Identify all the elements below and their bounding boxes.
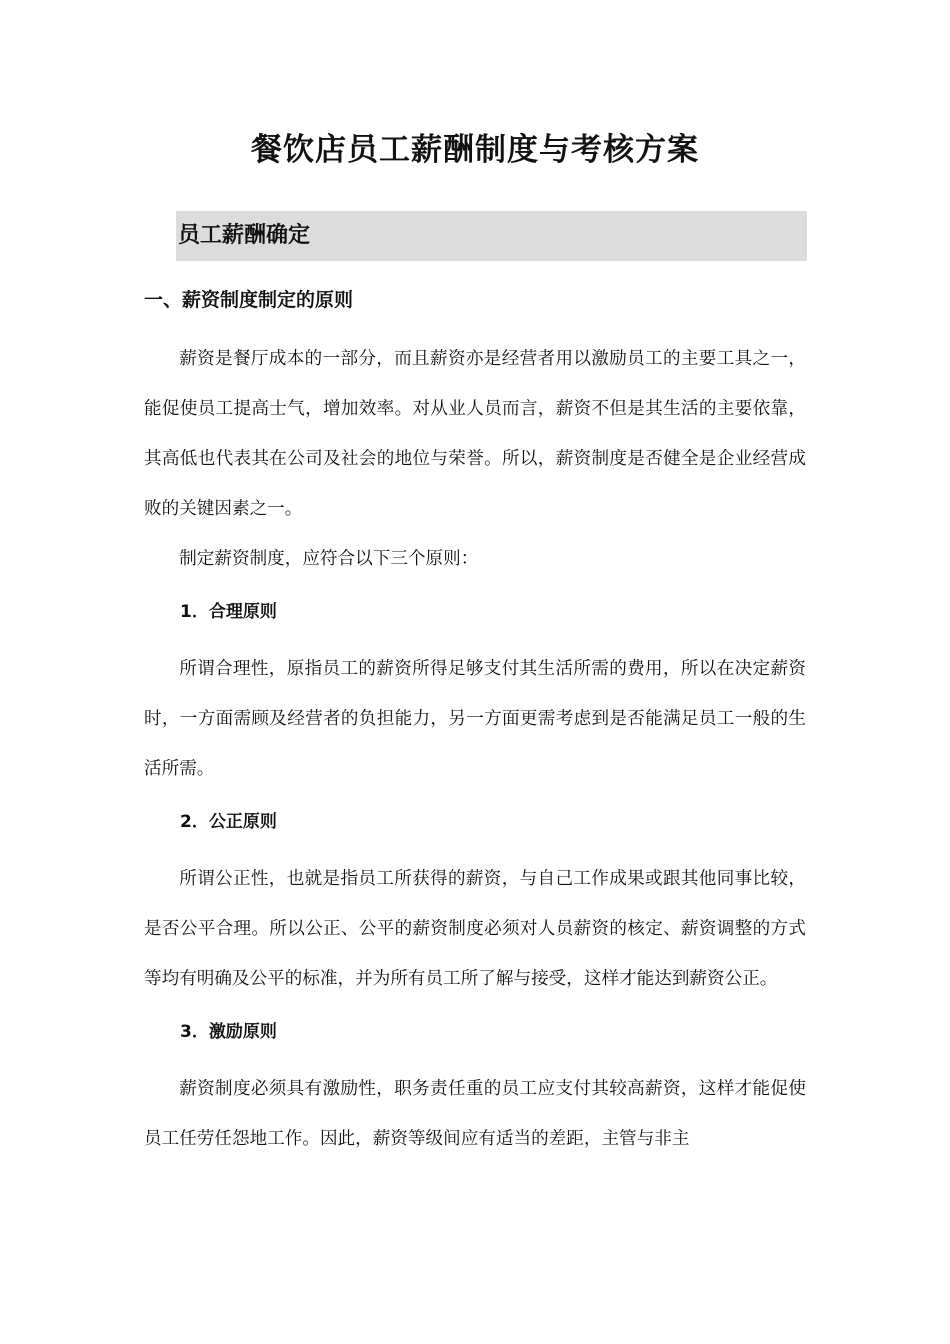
paragraph-intro: 薪资是餐厅成本的一部分，而且薪资亦是经营者用以激励员工的主要工具之一，能促使员工提高士气，增加效率。对从业人员而言，薪资不但是其生活的主要依靠，其高低也代表其在公司及社会的地位与荣誉。所以，薪资制度是否健全是企业经营成败的关键因素之一。 [144, 349, 806, 519]
section-banner [176, 211, 807, 261]
document-body [144, 282, 806, 1164]
paragraph-principles-lead: 制定薪资制度，应符合以下三个原则： [179, 549, 479, 569]
section-banner-title: 员工薪酬确定 [178, 223, 311, 248]
heading-principles: 一、薪资制度制定的原则 [144, 289, 354, 311]
subheading-principle-2: 2．公正原则 [180, 812, 277, 832]
subheading-principle-1: 1．合理原则 [180, 602, 277, 622]
paragraph-principle-1: 所谓合理性，原指员工的薪资所得足够支付其生活所需的费用，所以在决定薪资时，一方面需顾及经营者的负担能力，另一方面更需考虑到是否能满足员工一般的生活所需。 [144, 659, 806, 779]
paragraph-principle-2: 所谓公正性，也就是指员工所获得的薪资，与自己工作成果或跟其他同事比较，是否公平合理。所以公正、公平的薪资制度必须对人员薪资的核定、薪资调整的方式等均有明确及公平的标准，并为所有员工所了解与接受，这样才能达到薪资公正。 [144, 869, 806, 989]
document-title: 餐饮店员工薪酬制度与考核方案 [251, 132, 699, 168]
subheading-principle-3: 3．激励原则 [180, 1022, 277, 1042]
paragraph-principle-3: 薪资制度必须具有激励性，职务责任重的员工应支付其较高薪资，这样才能促使员工任劳任怨地工作。因此，薪资等级间应有适当的差距，主管与非主 [144, 1079, 806, 1149]
